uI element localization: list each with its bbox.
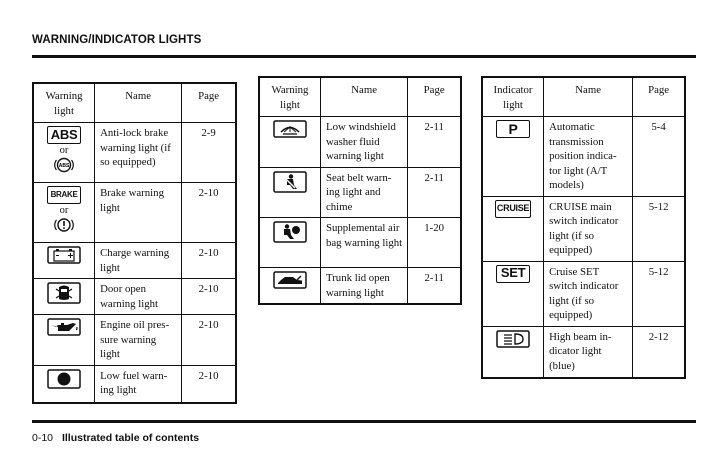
high-beam-icon [496,330,530,348]
header-indicator-light: Indicator light [482,77,544,117]
row-page: 2-11 [408,268,461,305]
warning-lights-table-2 [258,76,462,305]
washer-fluid-icon [273,120,307,138]
set-icon-cell [482,261,544,326]
table-row [33,365,236,403]
table-row [33,243,236,279]
door-open-icon [47,282,81,304]
door-icon-cell [33,279,95,315]
table-row [482,326,685,378]
svg-text:ABS: ABS [58,163,70,169]
row-page: 2-11 [408,167,461,218]
cruise-icon-cell [482,196,544,261]
row-name: High beam in-dicator light (blue) [544,326,633,378]
abs-icon: ABS [47,126,81,144]
row-page: 2-10 [182,365,236,403]
row-name: Trunk lid open warning light [320,268,407,305]
row-page: 5-4 [633,117,685,197]
table-row [259,268,461,305]
bottom-rule [32,420,696,423]
row-page: 2-10 [182,243,236,279]
row-page: 2-9 [182,123,236,183]
table-row [33,183,236,243]
table-row [482,196,685,261]
cruise-icon: CRUISE [495,200,531,218]
row-page: 5-12 [633,196,685,261]
table-header-row [482,77,685,117]
indicator-lights-table [481,76,686,379]
table-header-row [259,77,461,117]
table-row [33,279,236,315]
brake-exclamation-icon [53,217,75,233]
table-row [482,261,685,326]
table-header-row [33,83,236,123]
washer-icon-cell [259,117,320,168]
row-name: CRUISE main switch indicator light (if so equipped) [544,196,633,261]
header-name: Name [544,77,633,117]
row-page: 2-12 [633,326,685,378]
row-name: Seat belt warn-ing light and chime [320,167,407,218]
row-page: 2-10 [182,279,236,315]
abs-icon-cell [33,123,95,183]
or-label: or [59,145,69,156]
top-rule [32,55,696,58]
cruise-set-icon: SET [496,265,530,283]
airbag-icon-cell [259,218,320,268]
high-beam-icon-cell [482,326,544,378]
row-page: 5-12 [633,261,685,326]
oil-icon-cell [33,315,95,366]
row-page: 1-20 [408,218,461,268]
p-icon-cell [482,117,544,197]
battery-icon-cell [33,243,95,279]
trunk-open-icon [273,271,307,289]
row-name: Automatic transmission position indica-tor light (A/T models) [544,117,633,197]
page-number: 0-10 [32,432,54,444]
fuel-icon-cell [33,365,95,403]
header-warning-light: Warning light [259,77,320,117]
trunk-icon-cell [259,268,320,305]
table-row [33,123,236,183]
row-name: Brake warning light [95,183,182,243]
row-name: Charge warning light [95,243,182,279]
row-name: Engine oil pres-sure warning light [95,315,182,366]
footer-title: Illustrated table of contents [61,432,200,444]
header-warning-light: Warning light [33,83,95,123]
table-row [33,315,236,366]
row-name: Cruise SET switch indicator light (if so equipped) [544,261,633,326]
park-position-icon: P [496,120,530,138]
row-page: 2-10 [182,315,236,366]
table-row [482,117,685,197]
seat-belt-icon [273,171,307,193]
battery-icon [47,246,81,264]
footer [32,432,199,444]
row-name: Low windshield washer fluid warning light [320,117,407,168]
oil-can-icon [47,318,81,336]
row-name: Anti-lock brake warning light (if so equipped) [95,123,182,183]
header-name: Name [95,83,182,123]
header-name: Name [320,77,407,117]
table-row [259,167,461,218]
low-fuel-icon [47,369,81,389]
header-page: Page [408,77,461,117]
row-name: Supplemental air bag warning light [320,218,407,268]
brake-icon-cell [33,183,95,243]
header-page: Page [633,77,685,117]
row-name: Door open warning light [95,279,182,315]
table-row [259,117,461,168]
row-page: 2-10 [182,183,236,243]
seatbelt-icon-cell [259,167,320,218]
row-page: 2-11 [408,117,461,168]
brake-icon: BRAKE [47,186,81,204]
header-page: Page [182,83,236,123]
warning-lights-table-1 [32,82,237,404]
or-label: or [59,205,69,216]
page-title: WARNING/INDICATOR LIGHTS [32,34,202,46]
airbag-icon [273,221,307,243]
table-row [259,218,461,268]
row-name: Low fuel warn-ing light [95,365,182,403]
brake-circle-icon [53,157,75,173]
